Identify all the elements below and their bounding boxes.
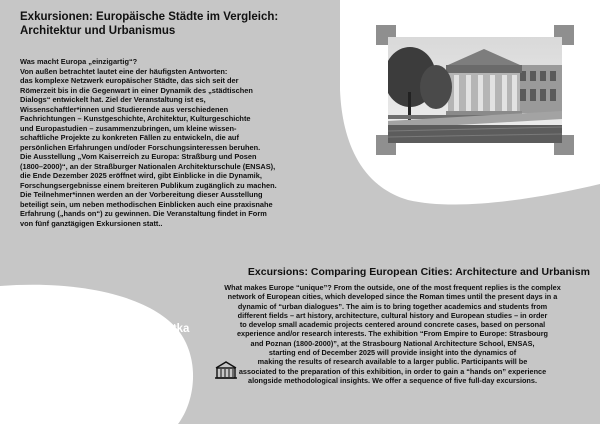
german-title-line-2: Architektur und Urbanismus — [20, 25, 176, 37]
english-body-text — [190, 283, 595, 385]
english-body-line: starting end of December 2025 will provide insight into the dynamics of — [268, 348, 517, 358]
english-body-line: dynamic of “urban dialogues”. The aim is to bring together academics and students from — [237, 301, 548, 311]
english-body-line: experience and/or research interests. The exhibition “From Empire to Europe: Strasbourg — [236, 329, 548, 339]
german-body-line: von fünf ganztägigen Exkursionen statt.. — [20, 218, 163, 228]
german-body-line: Die Ausstellung „Vom Kaiserreich zu Europa: Straßburg und Posen — [20, 152, 257, 161]
contact-and-dates — [16, 322, 196, 366]
german-body-line: Was macht Europa „einzigartig“? — [20, 57, 138, 66]
building-photo — [388, 37, 562, 143]
german-body-line: Erfahrung („hands on“) zu gewinnen. Die Veranstaltung findet in Form — [20, 209, 267, 218]
english-body-line: associated to the preparation of this exhibition, in order to gain a “hands on” experience — [238, 366, 547, 376]
german-body-line: beteiligt sein, um neben methodischen Einblicken auch eine praxisnahe — [20, 199, 273, 209]
german-body-line: persönlichen Erfahrungen und/oder Forschungsinteressen beruhen. — [20, 142, 261, 152]
english-body-line: to develop small academic projects centered around concrete cases, based on personal — [239, 320, 546, 330]
german-title-line-1: Exkursionen: Europäische Städte im Vergleich: — [20, 11, 279, 23]
german-body-line: das komplexe Netzwerk europäischer Städte, das sich seit der — [20, 76, 239, 85]
dates-label: Termine: — [16, 337, 64, 350]
english-body-line: different fields – art history, architecture, cultural history and European studies – in order — [237, 310, 548, 320]
dates-value: 6.11./12.11./27.11./5.12.2025 — [16, 352, 165, 364]
german-title — [20, 10, 330, 38]
german-body-line: (1800–2000)“, an der Straßburger Nationalen Architekturschule (ENSAS), — [20, 161, 276, 171]
german-body-line: Wissenschaftler*innen und Studierende aus verschiedenen — [20, 104, 229, 114]
english-body-line: alongside methodological insights. We offer a sequence of five full-day excursions. — [248, 375, 537, 385]
building-logo-icon — [214, 360, 238, 380]
building-photo-frame — [376, 25, 574, 155]
german-body-line: die Ende Dezember 2025 eröffnet wird, gibt Einblicke in die Dynamik, — [20, 171, 262, 180]
english-body-line: and Poznan (1800-2000)”, at the Strasbourg National Architecture School, ENSAS, — [250, 338, 535, 348]
german-body-line: Römerzeit bis in die Gegenwart in einer Dynamik des „städtischen — [20, 85, 253, 95]
lecturer-name: Hon. Prof. Dr. Alexandre Kostka — [16, 323, 190, 335]
german-body-line: Von außen betrachtet lautet eine der häufigsten Antworten: — [20, 66, 228, 76]
german-body-line: Dialogs“ entwickelt hat. Ziel der Veranstaltung ist es, — [20, 95, 206, 104]
german-body-line: Die Teilnehmer*innen werden an der Vorbereitung dieser Ausstellung — [20, 190, 263, 199]
english-title: Excursions: Comparing European Cities: Architecture and Urbanism — [247, 266, 590, 278]
german-body-line: und Europastudien – zusammenzubringen, um kleine wissen- — [20, 123, 237, 133]
german-body-line: schaftliche Projekte zu konkreten Fällen zu entwickeln, die auf — [20, 133, 239, 142]
german-body-line: Fachrichtungen – Kunstgeschichte, Architektur, Kulturgeschichte — [20, 114, 251, 123]
english-body-line: making the results of research available to a larger public. Participants will be — [257, 357, 528, 367]
german-body-text — [20, 57, 338, 228]
english-body-line: What makes Europe “unique”? From the outside, one of the most frequent replies is the complex — [224, 283, 561, 292]
english-body-line: network of European cities, which developed since the Roman times until the present days in a — [227, 292, 558, 302]
german-body-line: Forschungsergebnisse einem breiteren Publikum zugänglich zu machen. — [20, 180, 277, 190]
